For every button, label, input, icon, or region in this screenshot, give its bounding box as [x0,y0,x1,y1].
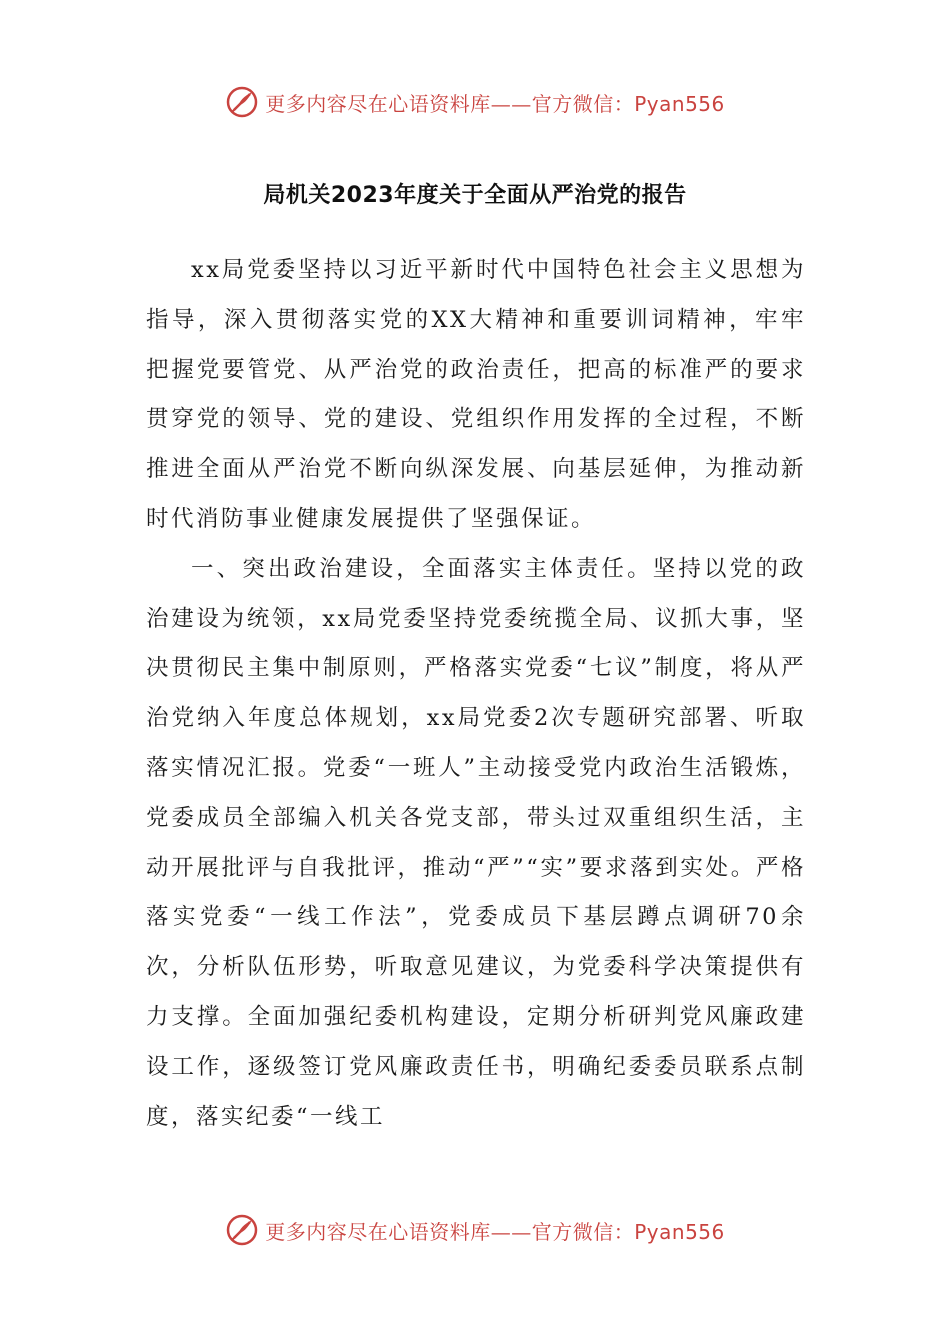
watermark-text [265,1216,725,1245]
document-title: 局机关2023年度关于全面从严治党的报告 [263,183,687,208]
wechat-id: Pyan556 [634,91,725,116]
watermark-label: 更多内容尽在心语资料库——官方微信： [265,91,635,116]
watermark-label: 更多内容尽在心语资料库——官方微信： [265,1219,635,1244]
quill-logo-icon [225,85,259,119]
watermark-text [265,88,725,117]
footer-watermark [0,1210,950,1250]
document-body [146,246,806,1142]
quill-logo-icon [225,1213,259,1247]
paragraph-section-one: 一、突出政治建设，全面落实主体责任。坚持以党的政治建设为统领，xx局党委坚持党委统揽全局、议抓大事，坚决贯彻民主集中制原则，严格落实党委“七议”制度，将从严治党纳入年度总体规划，xx局党委2次专题研究部署、听取落实情况汇报。党委“一班人”主动接受党内政治生活锻炼，党委成员全部编入机关各党支部，带头过双重组织生活，主动开展批评与自我批评，推动“严”“实”要求落到实处。严格落实党委“一线工作法”，党委成员下基层蹲点调研70余次，分析队伍形势，听取意见建议，为党委科学决策提供有力支撑。全面加强纪委机构建设，定期分析研判党风廉政建设工作，逐级签订党风廉政责任书，明确纪委委员联系点制度，落实纪委“一线工 [146,555,806,1130]
header-watermark [0,82,950,122]
wechat-id: Pyan556 [634,1219,725,1244]
paragraph-intro: xx局党委坚持以习近平新时代中国特色社会主义思想为指导，深入贯彻落实党的XX大精神和重要训词精神，牢牢把握党要管党、从严治党的政治责任，把高的标准严的要求贯穿党的领导、党的建设、党组织作用发挥的全过程，不断推进全面从严治党不断向纵深发展、向基层延伸，为推动新时代消防事业健康发展提供了坚强保证。 [146,257,806,532]
